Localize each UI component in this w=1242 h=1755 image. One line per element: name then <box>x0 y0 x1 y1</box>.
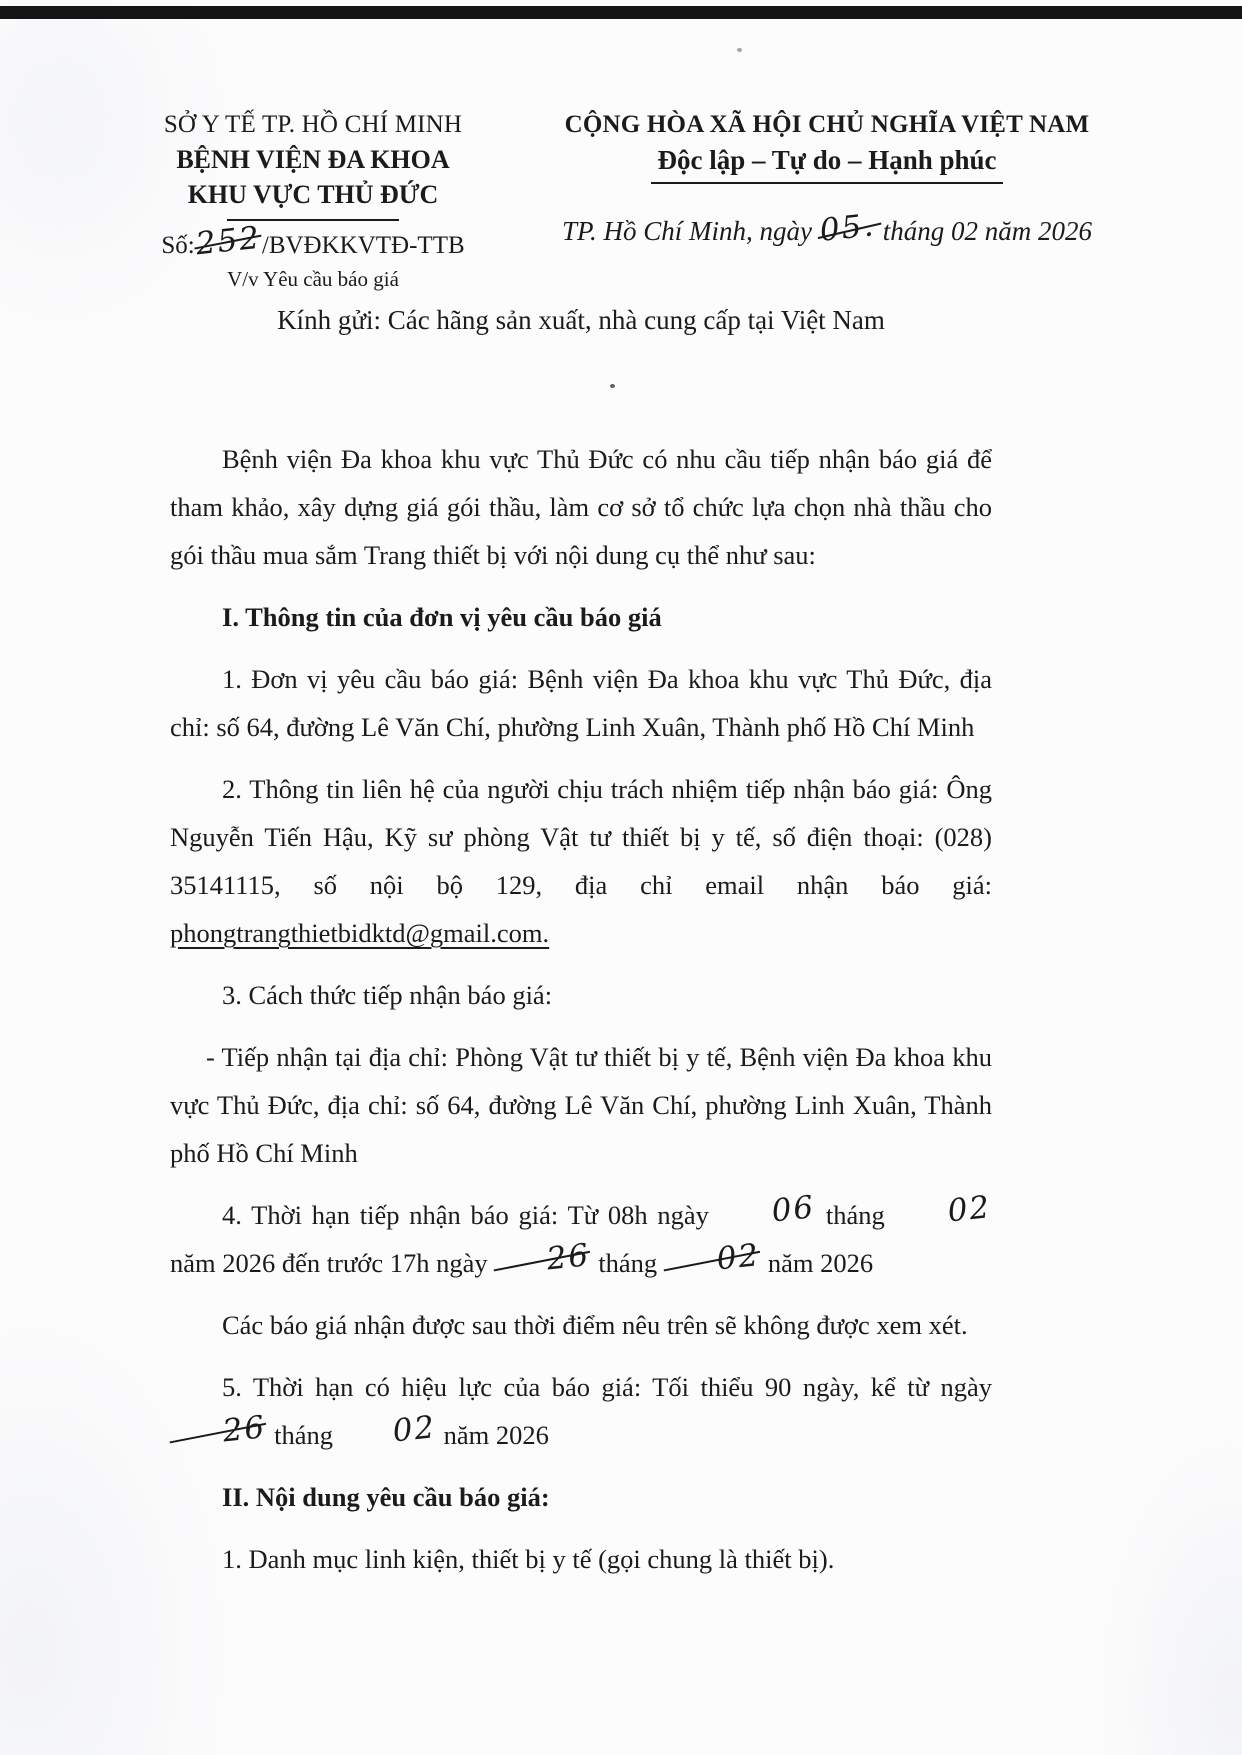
scan-edge-bar <box>0 6 1242 19</box>
document-number <box>148 219 478 263</box>
late-quote-note: Các báo giá nhận được sau thời điểm nêu trên sẽ không được xem xét. <box>222 1310 968 1340</box>
item2-text: 2. Thông tin liên hệ của người chịu trách nhiệm tiếp nhận báo giá: Ông Nguyễn Tiến Hậu, Kỹ sư phòng Vật tư thiết bị y tế, số điện thoại: (028) 35141115, số nội bộ 129, địa chỉ email nhận báo giá: <box>170 774 992 900</box>
scan-artifact-dot <box>737 48 742 52</box>
handwritten-end-day: 26 <box>494 1255 591 1265</box>
place-date-line <box>496 207 1158 249</box>
item5-text: 5. Thời hạn có hiệu lực của báo giá: Tối thiểu 90 ngày, kể từ ngày <box>222 1372 992 1402</box>
section1-item3: 3. Cách thức tiếp nhận báo giá: <box>222 980 553 1010</box>
intro-paragraph: Bệnh viện Đa khoa khu vực Thủ Đức có nhu cầu tiếp nhận báo giá để tham khảo, xây dựng giá gói thầu, làm cơ sở tổ chức lựa chọn nhà thầu cho gói thầu mua sắm Trang thiết bị với nội dung cụ thể như sau: <box>170 444 992 570</box>
item5-text: tháng <box>267 1420 340 1450</box>
handwritten-validity-day: 26 <box>170 1427 267 1437</box>
section1-item4 <box>170 1191 992 1287</box>
section2-item1: 1. Danh mục linh kiện, thiết bị y tế (gọi chung là thiết bị). <box>222 1544 835 1574</box>
national-title: CỘNG HÒA XÃ HỘI CHỦ NGHĨA VIỆT NAM <box>564 111 1090 138</box>
org-name-line1: BỆNH VIỆN ĐA KHOA <box>176 145 450 174</box>
document-number-suffix: /BVĐKKVTĐ-TTB <box>261 232 465 259</box>
document-subject: V/v Yêu cầu báo giá <box>227 267 399 291</box>
section1-item2 <box>170 765 992 957</box>
org-name-line2: KHU VỰC THỦ ĐỨC <box>187 180 439 209</box>
national-motto: Độc lập – Tự do – Hạnh phúc <box>651 142 1002 184</box>
contact-email: phongtrangthietbidktd@gmail.com. <box>170 918 550 948</box>
item4-text: tháng <box>816 1200 895 1230</box>
letter-header <box>148 108 1158 294</box>
date-suffix: tháng 02 năm 2026 <box>882 216 1093 246</box>
letter-body <box>170 300 992 1597</box>
section1-title: I. Thông tin của đơn vị yêu cầu báo giá <box>222 602 662 632</box>
handwritten-validity-month: 02 <box>390 1409 438 1450</box>
document-number-prefix: Số: <box>161 232 195 259</box>
section1-item3-bullet: - Tiếp nhận tại địa chỉ: Phòng Vật tư thiết bị y tế, Bệnh viện Đa khoa khu vực Thủ Đức, địa chỉ: số 64, đường Lê Văn Chí, phường Linh Xuân, Thành phố Hồ Chí Minh <box>170 1042 992 1168</box>
handwritten-end-month: 02 <box>664 1255 761 1265</box>
item5-text: năm 2026 <box>437 1420 549 1450</box>
item4-text: tháng <box>591 1248 664 1278</box>
handwritten-day: 05. <box>817 207 877 249</box>
item4-text: năm 2026 đến trước 17h ngày <box>170 1248 495 1278</box>
date-prefix: TP. Hồ Chí Minh, ngày <box>561 216 812 246</box>
handwritten-start-month: 02 <box>945 1189 993 1230</box>
issuer-block <box>148 108 478 294</box>
section1-item5 <box>170 1363 992 1459</box>
section2-title: II. Nội dung yêu cầu báo giá: <box>222 1482 550 1512</box>
item4-text: năm 2026 <box>761 1248 874 1278</box>
national-header-block <box>496 108 1158 247</box>
parent-org-name: SỞ Y TẾ TP. HỒ CHÍ MINH <box>163 111 463 138</box>
salutation-line: Kính gửi: Các hãng sản xuất, nhà cung cấp tại Việt Nam <box>277 305 885 335</box>
handwritten-document-number: 252 <box>193 219 263 263</box>
section1-item1: 1. Đơn vị yêu cầu báo giá: Bệnh viện Đa khoa khu vực Thủ Đức, địa chỉ: số 64, đường Lê Văn Chí, phường Linh Xuân, Thành phố Hồ Chí Minh <box>170 664 992 742</box>
item4-text: 4. Thời hạn tiếp nhận báo giá: Từ 08h ngày <box>222 1200 719 1230</box>
handwritten-start-day: 06 <box>769 1189 817 1230</box>
